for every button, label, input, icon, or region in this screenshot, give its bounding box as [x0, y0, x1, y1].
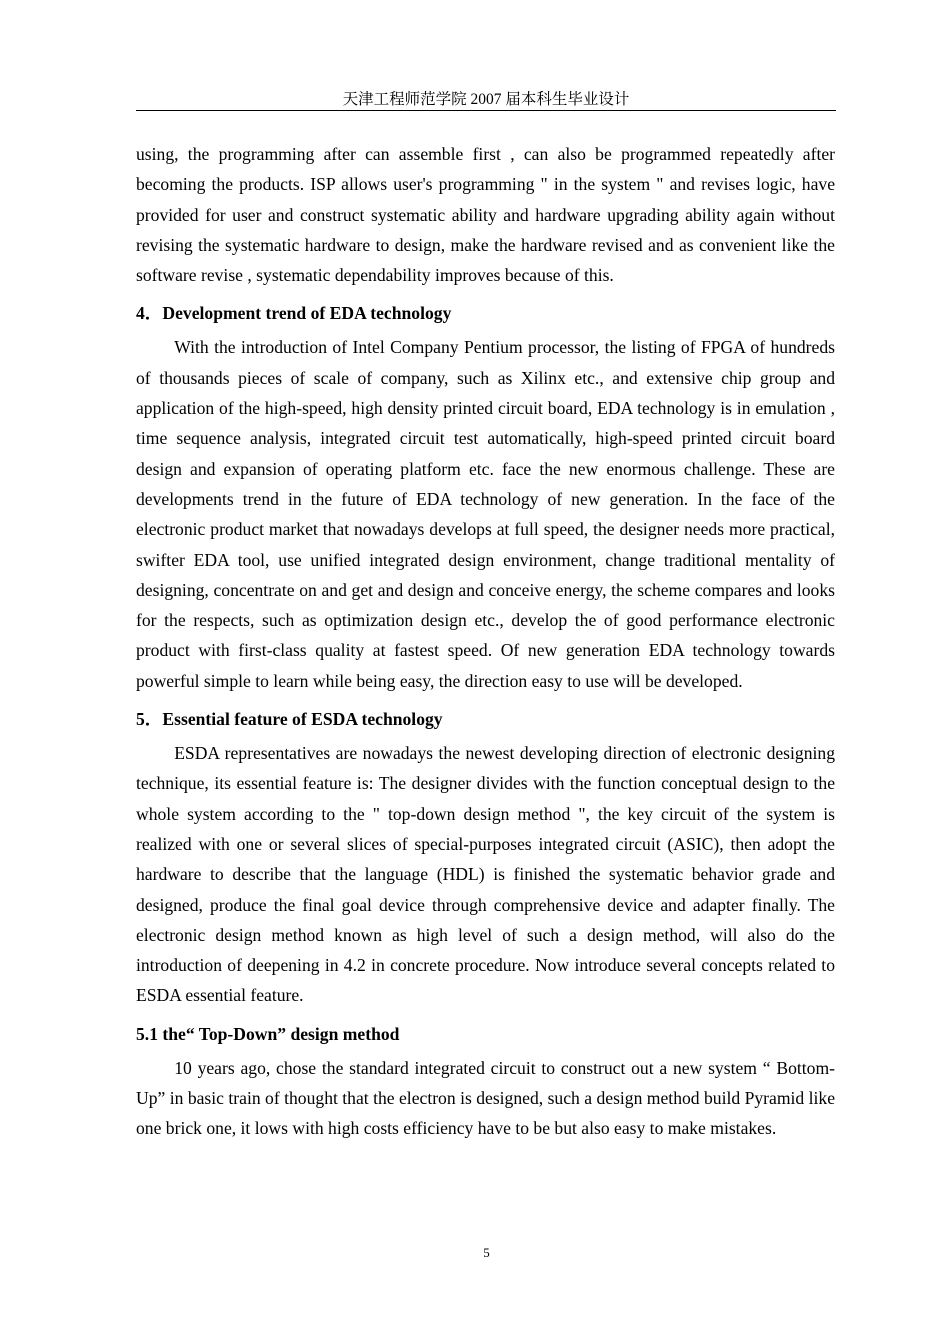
page-number: 5	[483, 1245, 490, 1260]
section-5-1-paragraph: 10 years ago, chose the standard integrated circuit to construct out a new system “ Bottom-Up” in basic train of thought that the electron is designed, such a design method build Pyramid like one brick one, it lows with high costs efficiency have to be but also easy to make mistakes.	[136, 1057, 835, 1139]
section-5-heading: 5．Essential feature of ESDA technology	[136, 709, 443, 730]
section-5-1-heading: 5.1 the“ Top-Down” design method	[136, 1023, 400, 1044]
section-4-paragraph: With the introduction of Intel Company Pentium processor, the listing of FPGA of hundreds of thousands pieces of scale of company, such as Xilinx etc., and extensive chip group and application of the high-speed, high density printed circuit board, EDA technology is in emulation , time sequence analysis, integrated circuit test automatically, high-speed printed circuit board design and expansion of operating platform etc. face the new enormous challenge. These are developments trend in the future of EDA technology of new generation. In the face of the electronic product market that nowadays develops at full speed, the designer needs more practical, swifter EDA tool, use unified integrated design environment, change traditional mentality of designing, concentrate on and get and design and conceive energy, the scheme compares and looks for the respects, such as optimization design etc., develop the of good performance electronic product with first-class quality at fastest speed. Of new generation EDA technology towards powerful simple to learn while being easy, the direction easy to use will be developed.	[136, 337, 835, 691]
header-rule	[136, 110, 836, 111]
page-body	[136, 139, 835, 1144]
intro-paragraph: using, the programming after can assemble first , can also be programmed repeatedly after becoming the products. ISP allows user's programming " in the system " and revises logic, have provided for user and construct systematic ability and hardware upgrading ability again without revising the systematic hardware to design, make the hardware revised and as convenient like the software revise , systematic dependability improves because of this.	[136, 144, 835, 286]
page-header: 天津工程师范学院 2007 届本科生毕业设计	[342, 91, 630, 108]
section-5-paragraph: ESDA representatives are nowadays the newest developing direction of electronic designing technique, its essential feature is: The designer divides with the function conceptual design to the whole system according to the " top-down design method ", the key circuit of the system is realized with one or several slices of special-purposes integrated circuit (ASIC), then adopt the hardware to describe that the language (HDL) is finished the systematic behavior grade and designed, produce the final goal device through comprehensive device and adapter finally. The electronic design method known as high level of such a design method, will also do the introduction of deepening in 4.2 in concrete procedure. Now introduce several concepts related to ESDA essential feature.	[136, 743, 835, 1006]
section-4-heading: 4．Development trend of EDA technology	[136, 303, 452, 324]
